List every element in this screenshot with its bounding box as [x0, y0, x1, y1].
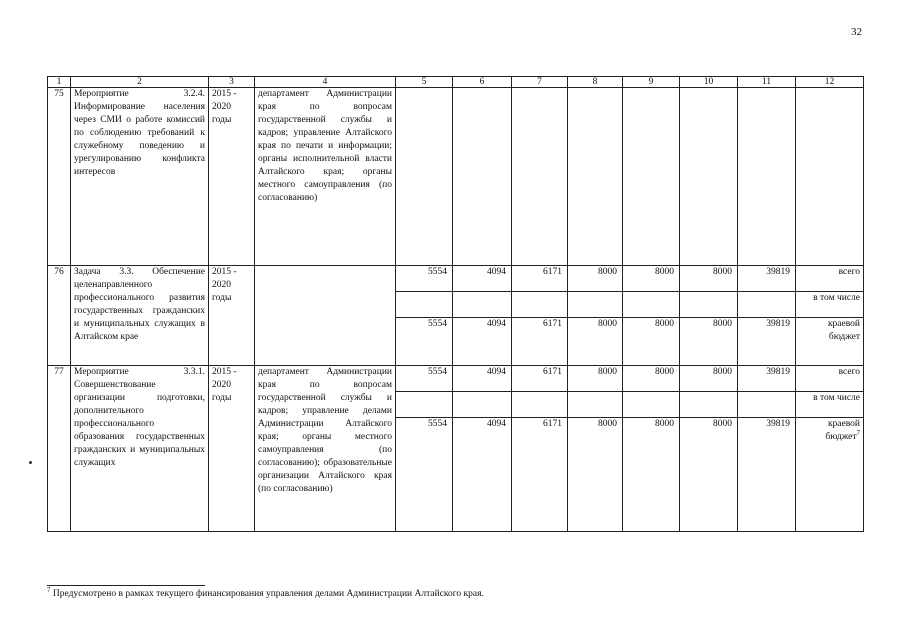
value-2020: 8000 — [680, 318, 738, 366]
table-row — [48, 266, 864, 292]
empty-cell — [738, 292, 796, 318]
footnote-divider — [47, 585, 205, 586]
value-2016: 4094 — [453, 366, 512, 392]
value-2020: 8000 — [680, 266, 738, 292]
header-cell: 10 — [680, 77, 738, 88]
value-2017: 6171 — [512, 418, 568, 532]
executors — [255, 266, 396, 366]
empty-cell — [680, 88, 738, 266]
value-2019: 8000 — [623, 366, 680, 392]
empty-cell — [453, 88, 512, 266]
executors: департамент Администрации края по вопросам государственной службы и кадров; управление делами Администрации Алтайского края; органы местного самоуправления (по согласованию); образовательные организации Алтайского края (по согласованию) — [255, 366, 396, 532]
footnote-mark: 7 — [47, 585, 51, 594]
header-cell: 8 — [568, 77, 623, 88]
empty-cell — [623, 88, 680, 266]
header-cell: 7 — [512, 77, 568, 88]
header-cell: 3 — [209, 77, 255, 88]
footnote — [47, 585, 484, 599]
empty-cell — [623, 292, 680, 318]
footnote-text: Предусмотрено в рамках текущего финансирования управления делами Администрации Алтайского края. — [50, 589, 484, 599]
value-2020: 8000 — [680, 366, 738, 392]
empty-cell — [453, 392, 512, 418]
value-2015: 5554 — [396, 266, 453, 292]
funding-label: в том числе — [796, 392, 864, 418]
header-cell: 6 — [453, 77, 512, 88]
empty-cell — [796, 88, 864, 266]
page-number: 32 — [851, 26, 862, 38]
value-2018: 8000 — [568, 318, 623, 366]
row-number: 76 — [48, 266, 71, 366]
table-row — [48, 366, 864, 392]
empty-cell — [680, 392, 738, 418]
empty-cell — [396, 292, 453, 318]
value-2015: 5554 — [396, 366, 453, 392]
header-row — [48, 77, 864, 88]
empty-cell — [396, 88, 453, 266]
period: 2015 - 2020 годы — [209, 266, 255, 366]
value-2015: 5554 — [396, 318, 453, 366]
empty-cell — [623, 392, 680, 418]
value-2015: 5554 — [396, 418, 453, 532]
value-2016: 4094 — [453, 418, 512, 532]
table-row — [48, 88, 864, 266]
period: 2015 - 2020 годы — [209, 366, 255, 532]
activity-name: Мероприятие 3.3.1. Совершенствование организации подготовки, дополнительного профессионального образования государственных гражданских и муниципальных служащих — [71, 366, 209, 532]
header-cell: 5 — [396, 77, 453, 88]
empty-cell — [680, 292, 738, 318]
value-2017: 6171 — [512, 318, 568, 366]
value-2018: 8000 — [568, 266, 623, 292]
header-cell: 11 — [738, 77, 796, 88]
value-2016: 4094 — [453, 266, 512, 292]
value-2018: 8000 — [568, 366, 623, 392]
value-total: 39819 — [738, 366, 796, 392]
empty-cell — [568, 88, 623, 266]
header-cell: 1 — [48, 77, 71, 88]
value-2016: 4094 — [453, 318, 512, 366]
empty-cell — [512, 88, 568, 266]
task-name: Задача 3.3. Обеспечение целенаправленного профессионального развития государственных гражданских и муниципальных служащих в Алтайском крае — [71, 266, 209, 366]
empty-cell — [738, 88, 796, 266]
row-number: 77 — [48, 366, 71, 532]
value-2019: 8000 — [623, 266, 680, 292]
empty-cell — [568, 392, 623, 418]
period: 2015 - 2020 годы — [209, 88, 255, 266]
value-2019: 8000 — [623, 318, 680, 366]
header-cell: 2 — [71, 77, 209, 88]
empty-cell — [568, 292, 623, 318]
funding-label: всего — [796, 266, 864, 292]
program-table — [47, 76, 864, 532]
value-2018: 8000 — [568, 418, 623, 532]
value-2017: 6171 — [512, 366, 568, 392]
funding-label: всего — [796, 366, 864, 392]
header-cell: 9 — [623, 77, 680, 88]
funding-label: краевой бюджет — [796, 318, 864, 366]
empty-cell — [453, 292, 512, 318]
funding-label: в том числе — [796, 292, 864, 318]
empty-cell — [512, 292, 568, 318]
value-2020: 8000 — [680, 418, 738, 532]
value-total: 39819 — [738, 418, 796, 532]
value-total: 39819 — [738, 266, 796, 292]
header-cell: 4 — [255, 77, 396, 88]
scan-speck — [29, 461, 32, 464]
executors: департамент Администрации края по вопросам государственной службы и кадров; управление Алтайского края по печати и информации; органы исполнительной власти Алтайского края; органы местного самоуправления (по согласованию) — [255, 88, 396, 266]
empty-cell — [512, 392, 568, 418]
value-2017: 6171 — [512, 266, 568, 292]
funding-label — [796, 418, 864, 532]
empty-cell — [738, 392, 796, 418]
header-cell: 12 — [796, 77, 864, 88]
footnote-ref: 7 — [856, 428, 860, 437]
value-2019: 8000 — [623, 418, 680, 532]
row-number: 75 — [48, 88, 71, 266]
funding-label-text: краевой бюджет — [825, 419, 860, 442]
activity-name: Мероприятие 3.2.4. Информирование населения через СМИ о работе комиссий по соблюдению требований к служебному поведению и урегулированию конфликта интересов — [71, 88, 209, 266]
empty-cell — [396, 392, 453, 418]
value-total: 39819 — [738, 318, 796, 366]
